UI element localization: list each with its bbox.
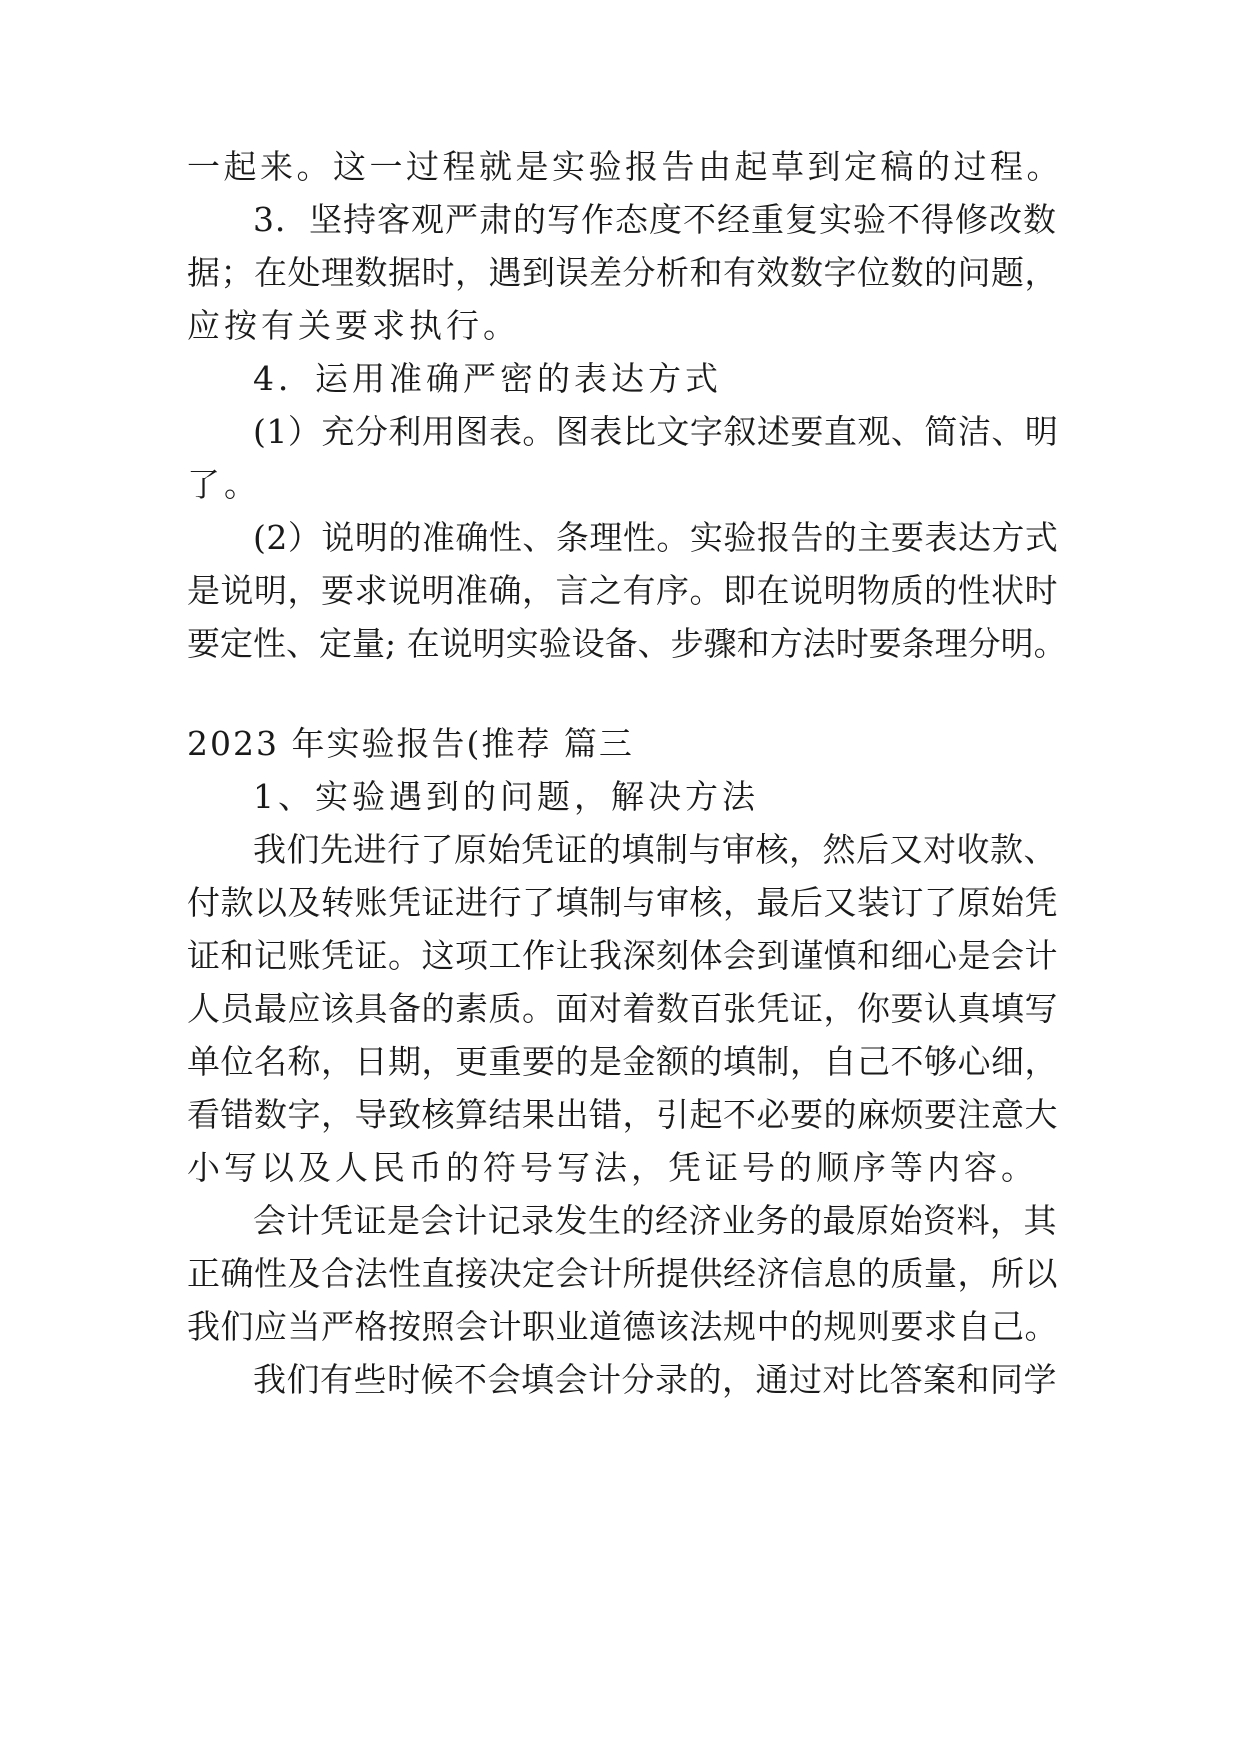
text-line: 我们先进行了原始凭证的填制与审核，然后又对收款、	[253, 830, 1057, 869]
text-line: 单位名称，日期，更重要的是金额的填制，自己不够心细，	[187, 1042, 1058, 1081]
text-line: 4．运用准确严密的表达方式	[253, 359, 722, 398]
text-line: 付款以及转账凭证进行了填制与审核，最后又装订了原始凭	[187, 883, 1058, 922]
text-line: 是说明，要求说明准确，言之有序。即在说明物质的性状时	[187, 571, 1058, 610]
text-line: 了。	[187, 465, 261, 504]
text-line: 会计凭证是会计记录发生的经济业务的最原始资料，其	[253, 1201, 1057, 1240]
text-line: (2）说明的准确性、条理性。实验报告的主要表达方式	[253, 518, 1059, 557]
text-line: 看错数字，导致核算结果出错，引起不必要的麻烦要注意大	[187, 1095, 1058, 1134]
text-line: 我们有些时候不会填会计分录的，通过对比答案和同学	[253, 1360, 1057, 1399]
text-line: 3．坚持客观严肃的写作态度不经重复实验不得修改数	[253, 200, 1057, 239]
text-line: (1）充分利用图表。图表比文字叙述要直观、简洁、明	[253, 412, 1059, 451]
text-line: 据；在处理数据时，遇到误差分析和有效数字位数的问题，	[187, 253, 1058, 292]
text-line: 我们应当严格按照会计职业道德该法规中的规则要求自己。	[187, 1307, 1058, 1346]
text-line: 要定性、定量; 在说明实验设备、步骤和方法时要条理分明。	[187, 624, 1067, 663]
text-line: 一起来。这一过程就是实验报告由起草到定稿的过程。	[187, 147, 1063, 186]
text-line: 应按有关要求执行。	[187, 306, 520, 345]
text-line: 人员最应该具备的素质。面对着数百张凭证，你要认真填写	[187, 989, 1058, 1028]
text-line: 正确性及合法性直接决定会计所提供经济信息的质量，所以	[187, 1254, 1058, 1293]
text-line: 小写以及人民币的符号写法，凭证号的顺序等内容。	[187, 1148, 1038, 1187]
text-line: 证和记账凭证。这项工作让我深刻体会到谨慎和细心是会计	[187, 936, 1058, 975]
section-heading: 2023 年实验报告(推荐 篇三	[187, 724, 634, 763]
text-line: 1、实验遇到的问题，解决方法	[253, 777, 759, 816]
